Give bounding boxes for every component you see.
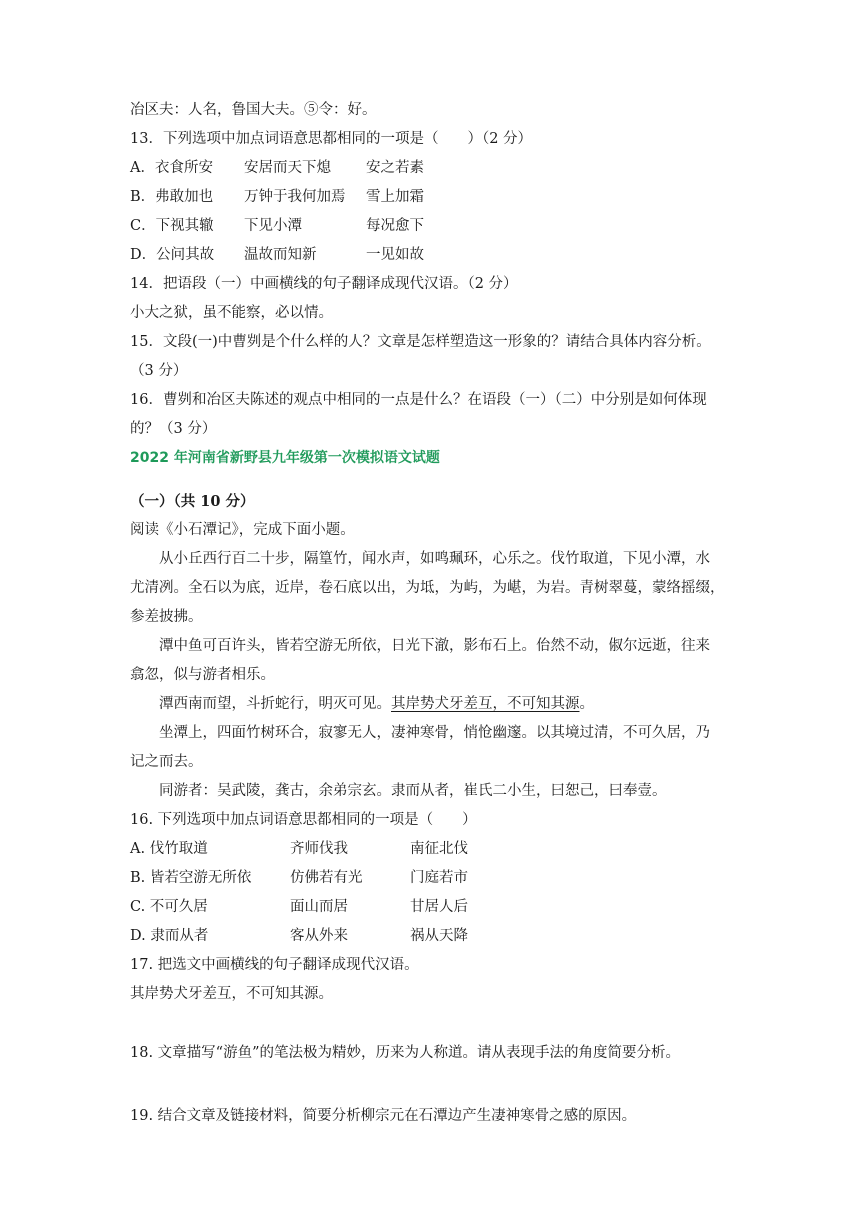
q16-option-d	[130, 922, 740, 951]
option-b: 仿佛若有光	[290, 870, 363, 886]
option-label: C．下视其辙	[130, 218, 214, 234]
q17-sentence: 其岸势犬牙差互，不可知其源。	[130, 986, 333, 1002]
question-17: 17. 把选文中画横线的句子翻译成现代汉语。	[130, 957, 419, 973]
option-c: 甘居人后	[410, 899, 468, 915]
option-b: 安居而天下熄	[244, 160, 331, 176]
option-label: D. 隶而从者	[130, 928, 209, 944]
para3-text: 潭西南而望，斗折蛇行，明灭可见。	[159, 696, 391, 712]
passage-para1-line1: 从小丘西行百二十步，隔篁竹，闻水声，如鸣珮环，心乐之。伐竹取道，下见小潭，水	[159, 551, 710, 567]
q13-option-b	[130, 183, 740, 212]
reading-instruction: 阅读《小石潭记》，完成下面小题。	[130, 522, 355, 538]
option-c: 雪上加霜	[366, 189, 424, 205]
q13-option-a	[130, 154, 740, 183]
document-page	[130, 96, 740, 1131]
option-b: 面山而居	[290, 899, 348, 915]
option-b: 万钟于我何加焉	[244, 189, 346, 205]
option-label: D．公问其故	[130, 247, 215, 263]
option-b: 齐师伐我	[290, 841, 348, 857]
part-heading: （一）（共 10 分）	[130, 493, 255, 510]
question-15-cont: （3 分）	[130, 363, 188, 379]
question-16: 16. 下列选项中加点词语意思都相同的一项是（ ）	[130, 812, 477, 828]
para3-end: 。	[579, 696, 594, 712]
question-16-first: 16．曹刿和冶区夫陈述的观点中相同的一点是什么？在语段（一）（二）中分别是如何体现	[130, 392, 707, 408]
question-18: 18. 文章描写“游鱼”的笔法极为精妙，历来为人称道。请从表现手法的角度简要分析。	[130, 1045, 680, 1061]
passage-para2-line2: 翕忽，似与游者相乐。	[130, 667, 275, 683]
question-14: 14．把语段（一）中画横线的句子翻译成现代汉语。（2 分）	[130, 276, 518, 292]
passage-para4-line2: 记之而去。	[130, 754, 203, 770]
annotation-line: 冶区夫：人名，鲁国大夫。⑤令：好。	[130, 102, 377, 118]
q16-option-c	[130, 893, 740, 922]
option-b: 下见小潭	[244, 218, 302, 234]
option-b: 客从外来	[290, 928, 348, 944]
option-c: 南征北伐	[410, 841, 468, 857]
option-label: C. 不可久居	[130, 899, 208, 915]
passage-para2-line1: 潭中鱼可百许头，皆若空游无所依，日光下澈，影布石上。佁然不动，俶尔远逝，往来	[159, 638, 710, 654]
option-label: A. 伐竹取道	[130, 841, 208, 857]
option-b: 温故而知新	[244, 247, 317, 263]
question-15: 15．文段(一)中曹刿是个什么样的人？文章是怎样塑造这一形象的？请结合具体内容分析。	[130, 334, 711, 350]
option-c: 祸从天降	[410, 928, 468, 944]
q14-sentence: 小大之狱，虽不能察，必以情。	[130, 305, 333, 321]
option-c: 门庭若市	[410, 870, 468, 886]
option-label: B. 皆若空游无所依	[130, 870, 252, 886]
passage-para4-line1: 坐潭上，四面竹树环合，寂寥无人，凄神寒骨，悄怆幽邃。以其境过清，不可久居，乃	[159, 725, 710, 741]
option-label: B．弗敢加也	[130, 189, 214, 205]
q13-option-d	[130, 241, 740, 270]
q16-option-a	[130, 835, 740, 864]
passage-para1-line2: 尤清冽。全石以为底，近岸，卷石底以出，为坻，为屿，为嵁，为岩。青树翠蔓，蒙络摇缀，	[130, 580, 725, 596]
question-16-first-cont: 的？（3 分）	[130, 421, 217, 437]
option-c: 安之若素	[366, 160, 424, 176]
exam-title: 2022 年河南省新野县九年级第一次模拟语文试题	[130, 450, 440, 466]
q16-option-b	[130, 864, 740, 893]
passage-para3	[130, 690, 740, 719]
question-19: 19. 结合文章及链接材料，简要分析柳宗元在石潭边产生凄神寒骨之感的原因。	[130, 1108, 637, 1124]
option-c: 每况愈下	[366, 218, 424, 234]
option-label: A．衣食所安	[130, 160, 213, 176]
passage-para1-line3: 参差披拂。	[130, 609, 203, 625]
passage-para5: 同游者：吴武陵，龚古，余弟宗玄。隶而从者，崔氏二小生，曰恕己，曰奉壹。	[159, 783, 667, 799]
question-13: 13．下列选项中加点词语意思都相同的一项是（ ）（2 分）	[130, 131, 533, 147]
q13-option-c	[130, 212, 740, 241]
option-c: 一见如故	[366, 247, 424, 263]
underlined-sentence: 其岸势犬牙差互，不可知其源	[391, 696, 580, 712]
